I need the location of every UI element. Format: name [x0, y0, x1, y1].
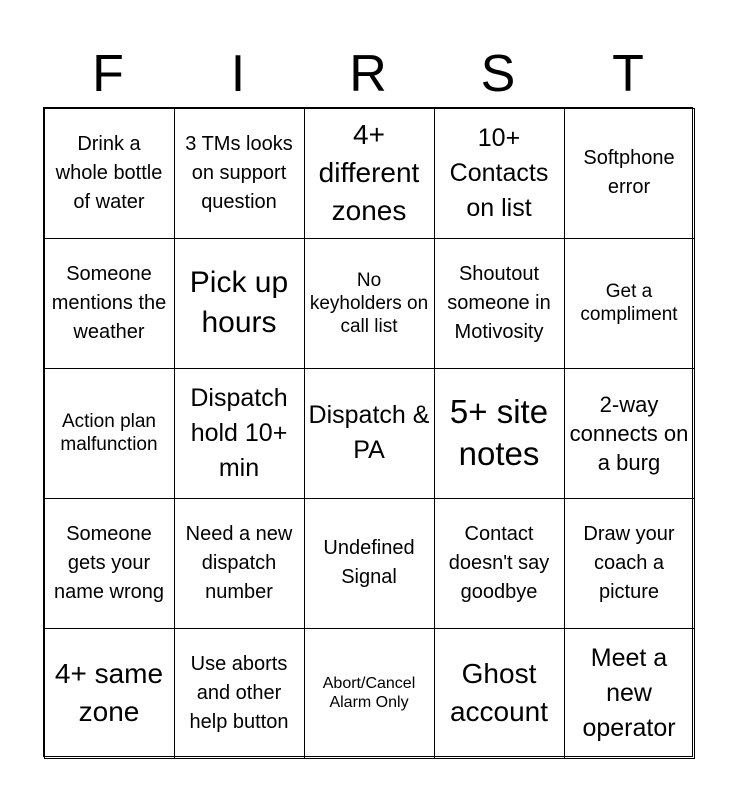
cell-text: Ghost account: [449, 658, 549, 727]
header-letter-t: T: [612, 45, 644, 103]
cell-text: Dispatch hold 10+ min: [190, 383, 288, 482]
bingo-cell[interactable]: [44, 238, 175, 369]
cell-text: Shoutout someone in Motivosity: [447, 262, 551, 343]
cell-text: No keyholders on call list: [309, 269, 429, 337]
bingo-cell[interactable]: [564, 368, 695, 499]
bingo-cell[interactable]: [434, 108, 565, 239]
cell-text: Action plan malfunction: [60, 411, 158, 455]
header-letter-s: S: [480, 45, 516, 103]
bingo-header: [43, 40, 693, 108]
cell-text: Someone gets your name wrong: [53, 522, 165, 603]
cell-text: Dispatch & PA: [308, 401, 430, 464]
bingo-cell[interactable]: [174, 498, 305, 629]
bingo-cell[interactable]: [304, 108, 435, 239]
cell-text: 5+ site notes: [449, 393, 549, 472]
bingo-cell[interactable]: [44, 108, 175, 239]
cell-text: Undefined Signal: [323, 537, 415, 588]
bingo-cell[interactable]: [564, 498, 695, 629]
bingo-cell[interactable]: [564, 108, 695, 239]
cell-text: Need a new dispatch number: [185, 522, 293, 603]
cell-text: Use aborts and other help button: [189, 652, 289, 733]
cell-text: 2-way connects on a burg: [569, 391, 689, 475]
bingo-cell[interactable]: [304, 368, 435, 499]
bingo-cell[interactable]: [174, 628, 305, 759]
cell-text: 10+ Contacts on list: [449, 123, 549, 222]
cell-text: Softphone error: [583, 147, 675, 198]
bingo-grid: [43, 107, 693, 757]
bingo-cell[interactable]: [434, 498, 565, 629]
bingo-cell[interactable]: [44, 498, 175, 629]
bingo-cell[interactable]: [564, 628, 695, 759]
cell-text: Get a compliment: [580, 281, 678, 325]
cell-text: 4+ same zone: [54, 658, 164, 727]
cell-text: 3 TMs looks on support question: [185, 132, 293, 213]
cell-text: Draw your coach a picture: [583, 522, 675, 603]
bingo-cell[interactable]: [304, 498, 435, 629]
bingo-cell[interactable]: [434, 238, 565, 369]
bingo-cell[interactable]: [44, 628, 175, 759]
bingo-cell[interactable]: [174, 108, 305, 239]
bingo-cell[interactable]: [174, 368, 305, 499]
bingo-cell[interactable]: [434, 368, 565, 499]
header-letter-f: F: [92, 45, 124, 103]
cell-text: Meet a new operator: [582, 643, 676, 742]
cell-text: Pick up hours: [189, 266, 289, 339]
bingo-cell[interactable]: [44, 368, 175, 499]
cell-text: Abort/Cancel Alarm Only: [322, 675, 416, 711]
cell-text: Drink a whole bottle of water: [55, 132, 163, 213]
header-letter-i: I: [230, 45, 246, 103]
bingo-cell[interactable]: [564, 238, 695, 369]
bingo-cell[interactable]: [434, 628, 565, 759]
bingo-cell[interactable]: [304, 628, 435, 759]
cell-text: Someone mentions the weather: [51, 262, 167, 343]
bingo-cell[interactable]: [304, 238, 435, 369]
header-letter-r: R: [349, 45, 387, 103]
cell-text: 4+ different zones: [318, 119, 420, 226]
bingo-cell[interactable]: [174, 238, 305, 369]
cell-text: Contact doesn't say goodbye: [448, 522, 550, 603]
